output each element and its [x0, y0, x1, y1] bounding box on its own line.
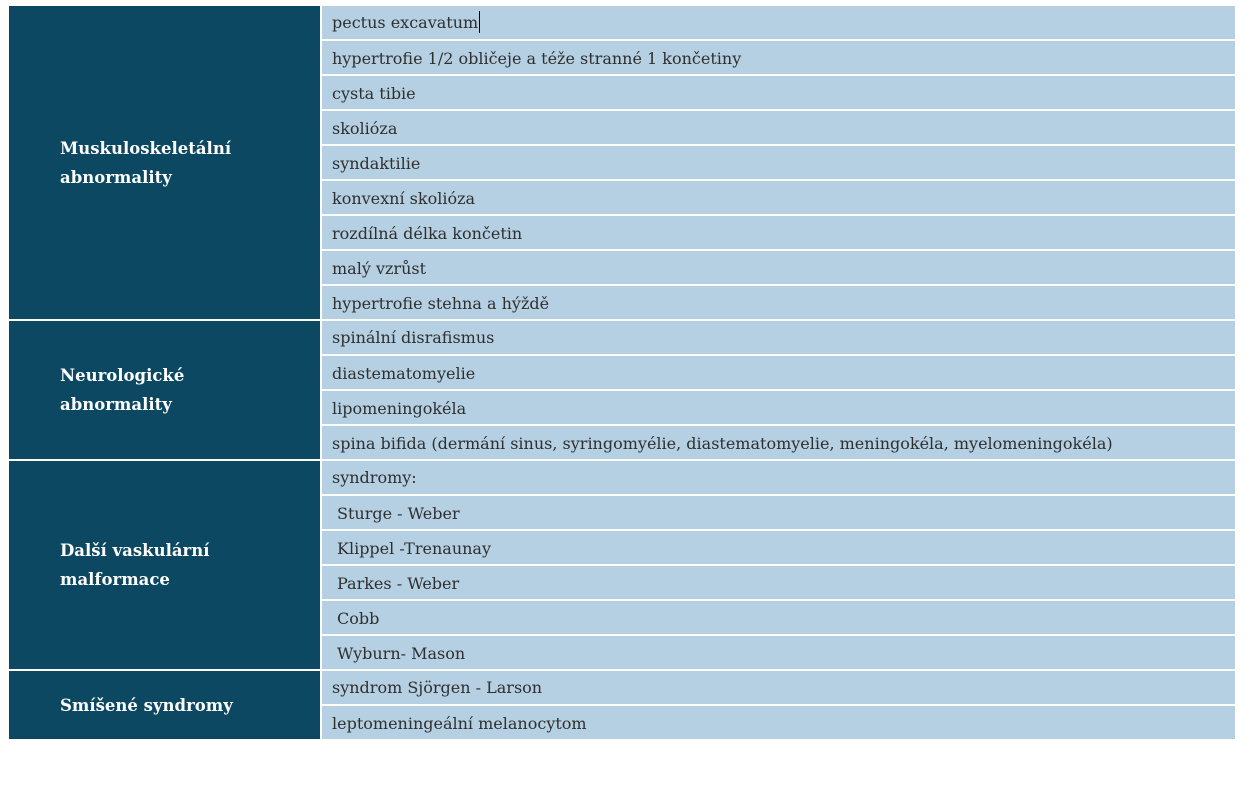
table-row: hypertrofie stehna a hýždě: [322, 284, 1235, 319]
group-neurologicke: [9, 321, 1235, 461]
table-row: malý vzrůst: [322, 249, 1235, 284]
group-muskuloskeletalni: [9, 6, 1235, 321]
table-row: syndrom Sjörgen - Larson: [322, 671, 1235, 704]
table-row: spina bifida (dermání sinus, syringomyélie, diastematomyelie, meningokéla, myelomeningokéla): [322, 424, 1235, 459]
abnormalities-table: [9, 4, 1235, 741]
table-row: syndaktilie: [322, 144, 1235, 179]
group-label: Další vaskulární malformace: [9, 461, 322, 669]
text-cursor: [479, 11, 480, 33]
table-row: lipomeningokéla: [322, 389, 1235, 424]
group-items: [322, 321, 1235, 459]
table-row: pectus excavatum: [322, 6, 1235, 39]
group-smisene: [9, 671, 1235, 741]
table-row: konvexní skolióza: [322, 179, 1235, 214]
group-items: [322, 461, 1235, 669]
table-row: syndromy:: [322, 461, 1235, 494]
table-row: diastematomyelie: [322, 354, 1235, 389]
group-vaskularni: [9, 461, 1235, 671]
table-row: skolióza: [322, 109, 1235, 144]
group-items: [322, 6, 1235, 319]
table-row: hypertrofie 1/2 obličeje a téže stranné 1 končetiny: [322, 39, 1235, 74]
group-label: Smíšené syndromy: [9, 671, 322, 739]
table-row: spinální disrafismus: [322, 321, 1235, 354]
table-row: cysta tibie: [322, 74, 1235, 109]
table-row: Cobb: [322, 599, 1235, 634]
group-label: Muskuloskeletální abnormality: [9, 6, 322, 319]
table-row: rozdílná délka končetin: [322, 214, 1235, 249]
table-row: Klippel -Trenaunay: [322, 529, 1235, 564]
group-items: [322, 671, 1235, 739]
table-row: Sturge - Weber: [322, 494, 1235, 529]
group-label: Neurologické abnormality: [9, 321, 322, 459]
table-row: leptomeningeální melanocytom: [322, 704, 1235, 739]
table-row: Wyburn- Mason: [322, 634, 1235, 669]
table-row: Parkes - Weber: [322, 564, 1235, 599]
